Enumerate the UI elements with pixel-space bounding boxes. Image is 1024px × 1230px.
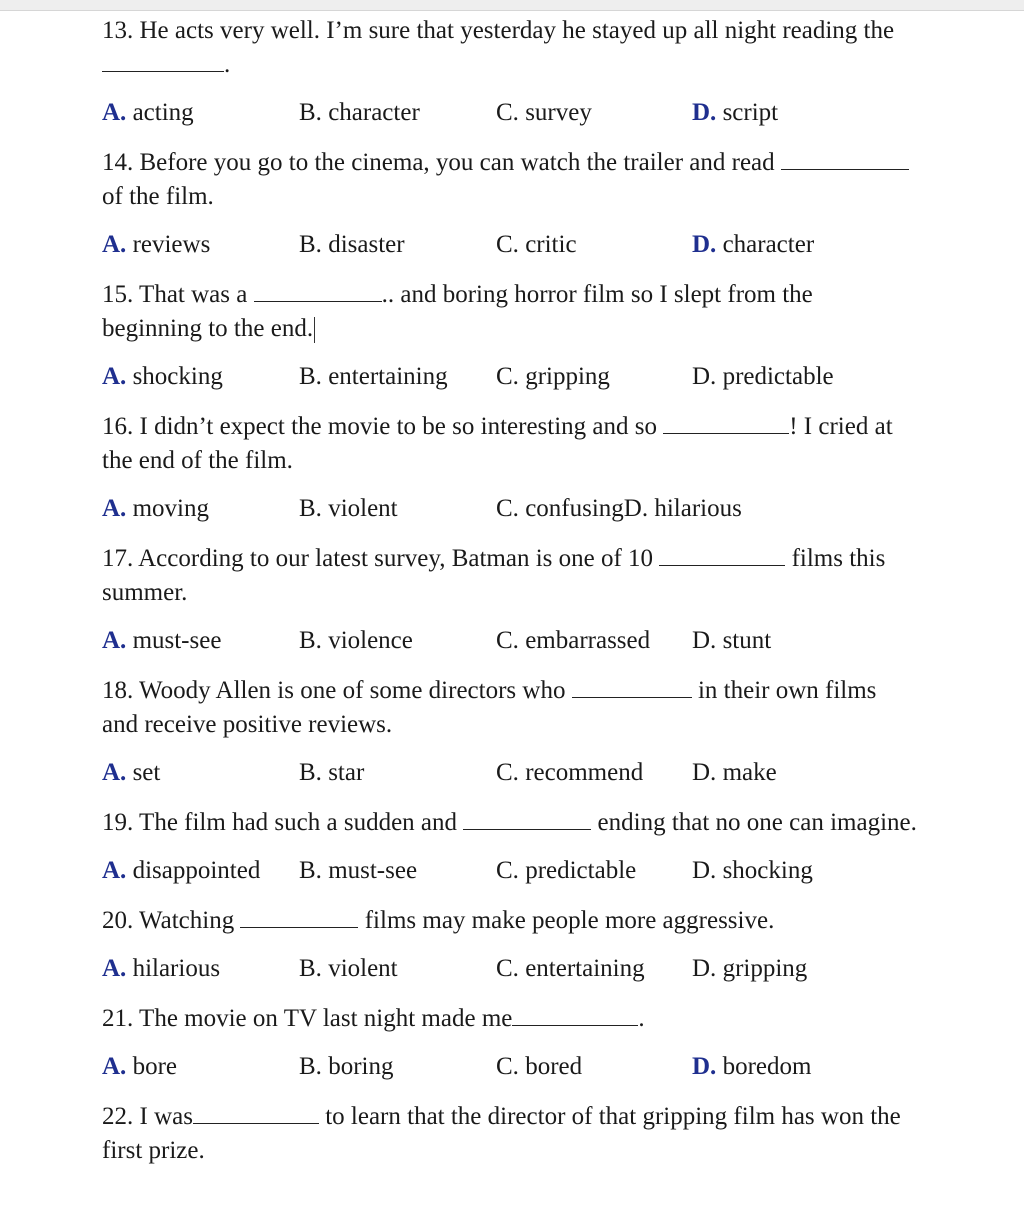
option-c[interactable]: C. gripping <box>496 363 610 390</box>
answer-options <box>102 624 922 658</box>
option-b[interactable]: B. star <box>299 759 365 786</box>
option-b[interactable]: B. entertaining <box>299 363 448 390</box>
option-a[interactable]: A. hilarious <box>102 955 221 982</box>
option-a[interactable]: A. disappointed <box>102 857 261 884</box>
answer-blank[interactable] <box>781 147 909 170</box>
option-d[interactable]: D. make <box>692 759 777 786</box>
option-c[interactable]: C. predictable <box>496 857 637 884</box>
option-a[interactable]: A. set <box>102 759 161 786</box>
option-c[interactable]: C. recommend <box>496 759 644 786</box>
option-d[interactable]: D. shocking <box>692 857 813 884</box>
question-14 <box>102 146 922 262</box>
question-19 <box>102 806 922 888</box>
answer-options <box>102 854 922 888</box>
question-18 <box>102 674 922 790</box>
question-16 <box>102 410 922 526</box>
option-c[interactable]: C. entertaining <box>496 955 645 982</box>
answer-blank[interactable] <box>463 807 591 830</box>
question-17 <box>102 542 922 658</box>
question-21 <box>102 1002 922 1084</box>
question-text: 19. The film had such a sudden and ending that no one can imagine. <box>102 809 917 836</box>
answer-options <box>102 96 922 130</box>
option-c[interactable]: C. embarrassed <box>496 627 651 654</box>
question-13 <box>102 14 922 130</box>
option-b[interactable]: B. disaster <box>299 231 405 258</box>
option-a[interactable]: A. shocking <box>102 363 223 390</box>
option-d[interactable]: D. boredom <box>692 1053 812 1080</box>
text-cursor <box>314 317 315 343</box>
option-b[interactable]: B. violent <box>299 955 398 982</box>
question-22 <box>102 1100 922 1168</box>
option-b[interactable]: B. boring <box>299 1053 394 1080</box>
answer-options <box>102 1050 922 1084</box>
option-a[interactable]: A. acting <box>102 99 194 126</box>
option-d[interactable]: D. gripping <box>692 955 808 982</box>
question-text: 20. Watching films may make people more aggressive. <box>102 907 775 934</box>
answer-blank[interactable] <box>193 1101 319 1124</box>
option-d[interactable]: D. stunt <box>692 627 772 654</box>
option-a[interactable]: A. reviews <box>102 231 211 258</box>
answer-blank[interactable] <box>572 675 692 698</box>
option-d[interactable]: D. script <box>692 99 779 126</box>
answer-blank[interactable] <box>663 411 789 434</box>
question-text: 16. I didn’t expect the movie to be so interesting and so ! I cried at the end of the film. <box>102 413 893 474</box>
option-d[interactable]: D. predictable <box>692 363 834 390</box>
question-text: 13. He acts very well. I’m sure that yesterday he stayed up all night reading the . <box>102 17 895 78</box>
answer-blank[interactable] <box>102 49 224 72</box>
question-text: 15. That was a .. and boring horror film so I slept from the beginning to the end. <box>102 281 813 342</box>
option-b[interactable]: B. character <box>299 99 420 126</box>
answer-blank[interactable] <box>659 543 785 566</box>
question-text: 18. Woody Allen is one of some directors who in their own films and receive positive reviews. <box>102 677 877 738</box>
question-text: 17. According to our latest survey, Batman is one of 10 films this summer. <box>102 545 886 606</box>
option-c[interactable]: C. critic <box>496 231 577 258</box>
question-20 <box>102 904 922 986</box>
option-d[interactable]: D. character <box>692 231 815 258</box>
option-c[interactable]: C. confusingD. hilarious <box>496 495 742 522</box>
answer-options <box>102 492 922 526</box>
window-top-strip <box>0 0 1024 11</box>
option-b[interactable]: B. violent <box>299 495 398 522</box>
option-c[interactable]: C. bored <box>496 1053 583 1080</box>
question-text: 14. Before you go to the cinema, you can watch the trailer and read of the film. <box>102 146 917 214</box>
question-15 <box>102 278 922 394</box>
option-b[interactable]: B. must-see <box>299 857 418 884</box>
answer-options <box>102 756 922 790</box>
answer-options <box>102 360 922 394</box>
option-c[interactable]: C. survey <box>496 99 592 126</box>
worksheet-document <box>102 14 922 1168</box>
answer-options <box>102 952 922 986</box>
question-text: 22. I was to learn that the director of that gripping film has won the first prize. <box>102 1103 901 1164</box>
question-text: 21. The movie on TV last night made me . <box>102 1005 645 1032</box>
answer-blank[interactable] <box>240 905 358 928</box>
answer-blank[interactable] <box>512 1003 638 1026</box>
option-a[interactable]: A. moving <box>102 495 209 522</box>
answer-options <box>102 228 922 262</box>
answer-blank[interactable] <box>254 279 382 302</box>
option-a[interactable]: A. bore <box>102 1053 177 1080</box>
option-a[interactable]: A. must-see <box>102 627 222 654</box>
option-b[interactable]: B. violence <box>299 627 413 654</box>
